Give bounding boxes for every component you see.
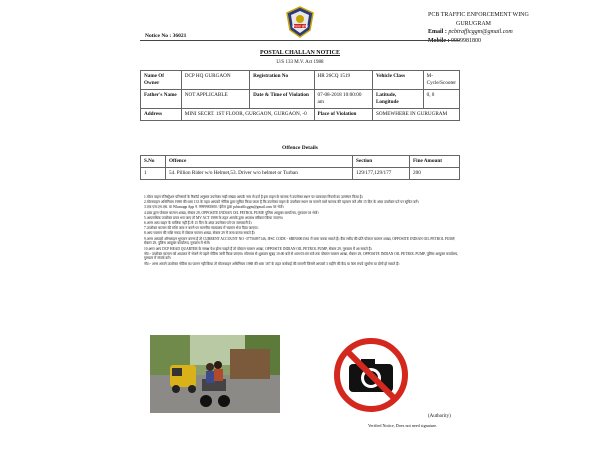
father-value: NOT APPLICABLE: [181, 90, 249, 109]
email-line: Email : pcbtrafficggm@gmail.com: [428, 29, 513, 35]
instructions-block: [144, 195, 459, 267]
table-row: [141, 71, 460, 90]
latlon-label: Latitude, Longitude: [372, 90, 423, 109]
table-header-row: [141, 156, 460, 168]
owner-label: Name Of Owner: [141, 71, 182, 90]
cell-section: 129/177,129/177: [353, 168, 410, 180]
instruction-note: नोट:- अगर आपने उपरोक्त नोटिस का पालन नहीं किया तो मोटरवाहन अधिनियम 1988 की धारा 187 के तहत कार्रवाई की जाएगी जिसमें आपको 3 महीने की कैद या 500 रुपये जुर्माना या दोनों हो सकते हैं।: [144, 261, 400, 266]
svg-text:हरियाणा पुलिस: हरियाणा पुलिस: [291, 24, 309, 29]
owner-details-table: [140, 70, 460, 121]
city-name: GURUGRAM: [456, 20, 492, 27]
authority-label: (Authority): [428, 414, 451, 419]
instruction-item: 7.उपरोक्त चालान की राशि जमा न करने पर माननीय न्यायालय में चालान भेज दिया जाएगा।: [144, 226, 259, 231]
vehicle-class-label: Vehicle Class: [372, 71, 423, 90]
verified-note: Verified Notice, Does not need signature.: [368, 423, 438, 428]
cell-offence: 54. Pillion Rider w/o Helmet,53. Driver w/o helmet or Turban: [166, 168, 353, 180]
notice-number: Notice No : 36021: [145, 33, 187, 39]
table-row: [141, 109, 460, 121]
registration-value: HR 26CQ 1519: [314, 71, 372, 90]
place-value: SOMEWHERE IN GURUGRAM: [372, 109, 459, 121]
instruction-item: 3.एक एस.एम.एस. या Whatsapp App नं. 9999981800 / ईमेल द्वारा pcbtrafficggm@gmail.com पर भेजें।: [144, 205, 284, 210]
header-divider: [140, 40, 460, 41]
col-header-fine: Fine Amount: [410, 156, 460, 168]
instruction-item: 2.मोटरवाहन अधिनियम 1988 की धारा 133 के तहत आपको नोटिस द्वारा सूचित किया जाता है कि उपरोक्त वाहन के उपरोक्त स्थान पर चलाने वाले चालक की पहचान करें और 15 दिन के अंदर उपरोक्त पते पर सूचित करें।: [144, 200, 419, 205]
father-label: Father's Name: [141, 90, 182, 109]
email-link[interactable]: pcbtrafficggm@gmail.com: [448, 29, 513, 35]
instruction-item: 1.मोटर वाहन रजिस्ट्रेशन परिणामों के रिकॉर्ड अनुसार उपरोक्त गाड़ी संख्या आपके नाम से दर्ज है इस वाहन के चालक ने उपरोक्त स्थान पर यातायात नियमों का उल्लंघन किया है।: [144, 195, 363, 199]
violation-photo: [150, 335, 280, 413]
instruction-item: 8.आप चालान की राशि नकद में पोस्टल चालान शाखा, सेक्टर 29 में जमा करवा सकते हैं।: [144, 231, 255, 236]
col-header-sno: S.No: [141, 156, 166, 168]
instruction-item: 6.अगर आप वाहन के मालिक नहीं हैं तो 15 दिन के अंदर उपरोक्त पते पर जानकारी दें।: [144, 221, 252, 226]
table-row: [141, 90, 460, 109]
page-subtitle: U/S 133 M.V. Act 1988: [276, 60, 324, 65]
place-label: Place of Violation: [314, 109, 372, 121]
haryana-police-emblem: [284, 6, 316, 38]
no-camera-icon: [318, 337, 424, 413]
page-title: POSTAL CHALLAN NOTICE: [260, 50, 340, 56]
registration-label: Registration No: [250, 71, 314, 90]
offence-heading: Offence Details: [282, 145, 318, 151]
instruction-note: नोट:- उपरोक्त चालान को अदालत में भेजने से पहले नोटिस जारी किया जाएगा। सोमवार से शुक्रवार सुबह 10:00 बजे से शाम 05:00 बजे तक पोस्टल चालान शाखा, सेक्टर 29, OPPOSITE INDIAN OIL PETROL PUMP, पुलिस आयुक्त कार्यालय, गुरुग्राम में संपर्क करें।: [144, 251, 459, 261]
col-header-section: Section: [353, 156, 410, 168]
datetime-value: 07-08-2018 10:00:00 am: [314, 90, 372, 109]
instruction-item: 10.अगर आप DCP HEAD QUARTER के समक्ष पेश होना चाहते हैं तो पोस्टल चालान शाखा, OPPOSITE INDIAN OIL PETROL PUMP, सेक्टर 29, गुरुग्राम में आ सकते हैं।: [144, 246, 372, 251]
mobile-line: Mobile : 9999981800: [428, 37, 481, 44]
owner-value: DCP HQ GURGAON: [181, 71, 249, 90]
col-header-offence: Offence: [166, 156, 353, 168]
address-label: Address: [141, 109, 182, 121]
cell-sno: 1: [141, 168, 166, 180]
cell-fine: 200: [410, 168, 460, 180]
instruction-item: 9.अगर आपको ऑनलाइन भुगतान करना है तो CURRENT ACCOUNT NO -37756097146, IFSC CODE - SBIN0001561 में जमा करवा सकते हैं। बैंक रसीद की प्रति पोस्टल चालान शाखा, OPPOSITE INDIAN OIL PETROL PUMP, सेक्टर 29, पुलिस आयुक्त कार्यालय, गुरुग्राम में भेजें।: [144, 236, 456, 246]
instruction-item: 4.डाक द्वारा पोस्टल चालान शाखा, सेक्टर 29, OPPOSITE INDIAN OIL PETROL PUMP, पुलिस आयुक्त कार्यालय, गुरुग्राम पर भेजें।: [144, 210, 319, 215]
address-value: MINI SECRT. 1ST FLOOR, GURGAON, GURGAON, -0: [181, 109, 314, 121]
instruction-item: 5.आपराधिक उपरोक्त प्रपत्र भरा जाए तो MV ACT 1988 के तहत आपके द्वारा अपराध स्वीकार किया जाएगा।: [144, 215, 283, 220]
vehicle-class-value: M-Cycle/Scooter: [423, 71, 459, 90]
latlon-value: 0, 0: [423, 90, 459, 109]
datetime-label: Date & Time of Violation: [250, 90, 314, 109]
wing-name: PCB TRAFFIC ENFORCEMENT WING: [428, 12, 529, 18]
table-row: [141, 168, 460, 180]
offence-table: [140, 155, 460, 180]
